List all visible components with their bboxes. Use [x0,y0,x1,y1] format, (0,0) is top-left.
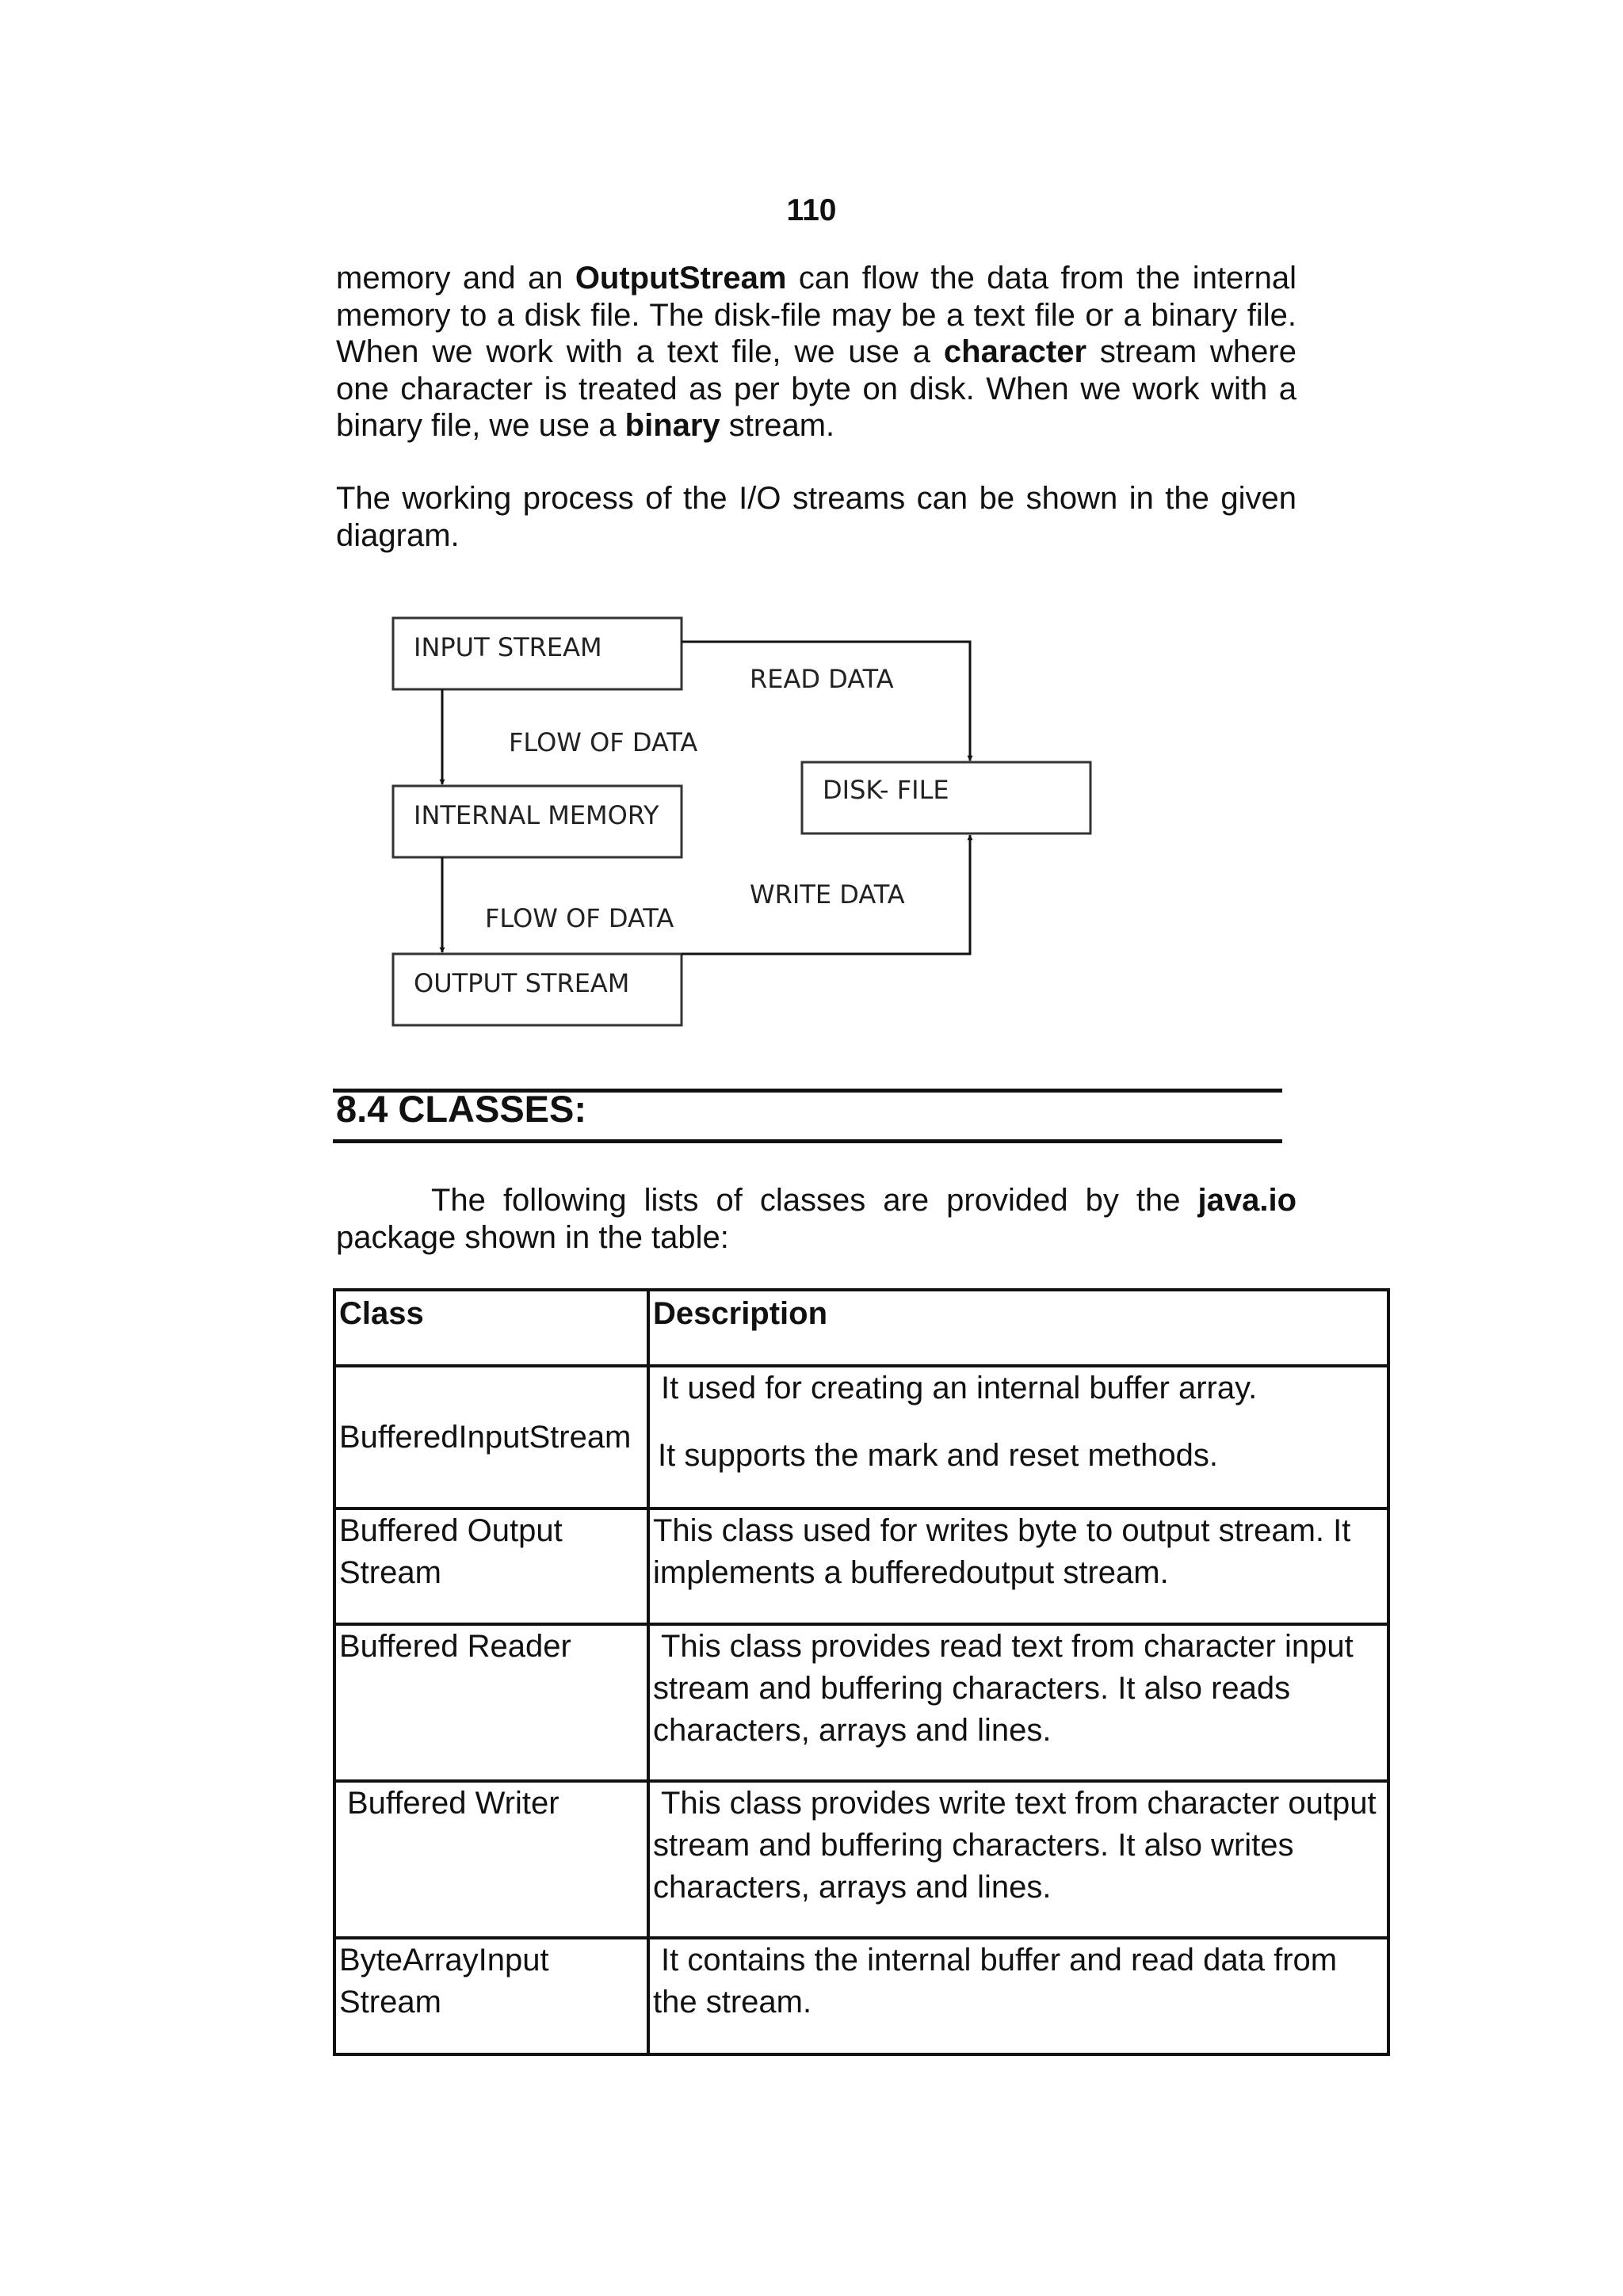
intro-bold-binary: binary [624,408,720,443]
description-line: It used for creating an internal buffer array. [661,1371,1258,1405]
classes-intro-tail: package shown in the table: [336,1219,729,1255]
table-row [334,1938,1388,2054]
class-name-cell: BufferedInputStream [334,1366,648,1508]
intro-paragraph [336,260,1296,444]
description-line: It supports the mark and reset methods. [658,1438,1219,1473]
input-stream-label: INPUT STREAM [414,632,602,662]
flow-of-data-label-2: FLOW OF DATA [485,903,674,933]
section-rule-bottom [333,1139,1282,1143]
internal-memory-label: INTERNAL MEMORY [414,800,659,830]
flow-of-data-label-1: FLOW OF DATA [509,727,698,757]
class-description-cell: This class provides read text from character input stream and buffering characters. It also reads characters, arrays and lines. [648,1624,1388,1781]
header-description: Description [648,1290,1388,1366]
disk-file-label: DISK- FILE [823,775,949,805]
read-data-arrow [682,642,970,761]
table-row [334,1624,1388,1781]
page-number: 110 [786,193,837,227]
section-heading: 8.4 CLASSES: [336,1088,587,1130]
class-name-cell: Buffered Reader [334,1624,648,1781]
table-header-row [334,1290,1388,1366]
class-name-cell: Buffered Writer [334,1781,648,1938]
intro-bold-outputstream: OutputStream [575,261,787,296]
diagram-intro-paragraph: The working process of the I/O streams can be shown in the given diagram. [336,481,1296,553]
class-name-cell: ByteArrayInput Stream [334,1938,648,2054]
output-stream-box [393,954,682,1025]
internal-memory-box [393,786,682,857]
header-class: Class [334,1290,648,1366]
read-data-label: READ DATA [750,664,894,694]
intro-bold-character: character [943,334,1087,369]
classes-intro-paragraph [336,1182,1296,1256]
class-description-cell: It contains the internal buffer and read data from the stream. [648,1938,1388,2054]
table-row [334,1781,1388,1938]
class-description-cell: This class provides write text from character output stream and buffering characters. It also writes characters, arrays and lines. [648,1781,1388,1938]
write-data-arrow [682,835,970,954]
input-stream-box [393,618,682,689]
classes-table [333,1288,1390,2056]
disk-file-box [802,762,1090,833]
class-name-cell: Buffered Output Stream [334,1508,648,1624]
intro-text-4: stream. [720,408,835,443]
intro-text-3: stream where one character is treated as per byte on disk. When we work with a binary file, we use a [336,334,1296,443]
output-stream-label: OUTPUT STREAM [414,968,630,998]
class-description-cell [648,1366,1388,1508]
table-row [334,1366,1388,1508]
class-description-cell: This class used for writes byte to output stream. It implements a bufferedoutput stream. [648,1508,1388,1624]
classes-intro-bold-javaio: java.io [1197,1183,1296,1218]
intro-text-1: memory and an [336,261,575,296]
write-data-label: WRITE DATA [750,879,905,910]
classes-intro-text: The following lists of classes are provided by the [431,1183,1198,1218]
intro-text-2: can flow the data from the internal memory to a disk file. The disk-file may be a text file or a binary file. When we work with a text file, we use a [336,261,1296,369]
table-row [334,1508,1388,1624]
